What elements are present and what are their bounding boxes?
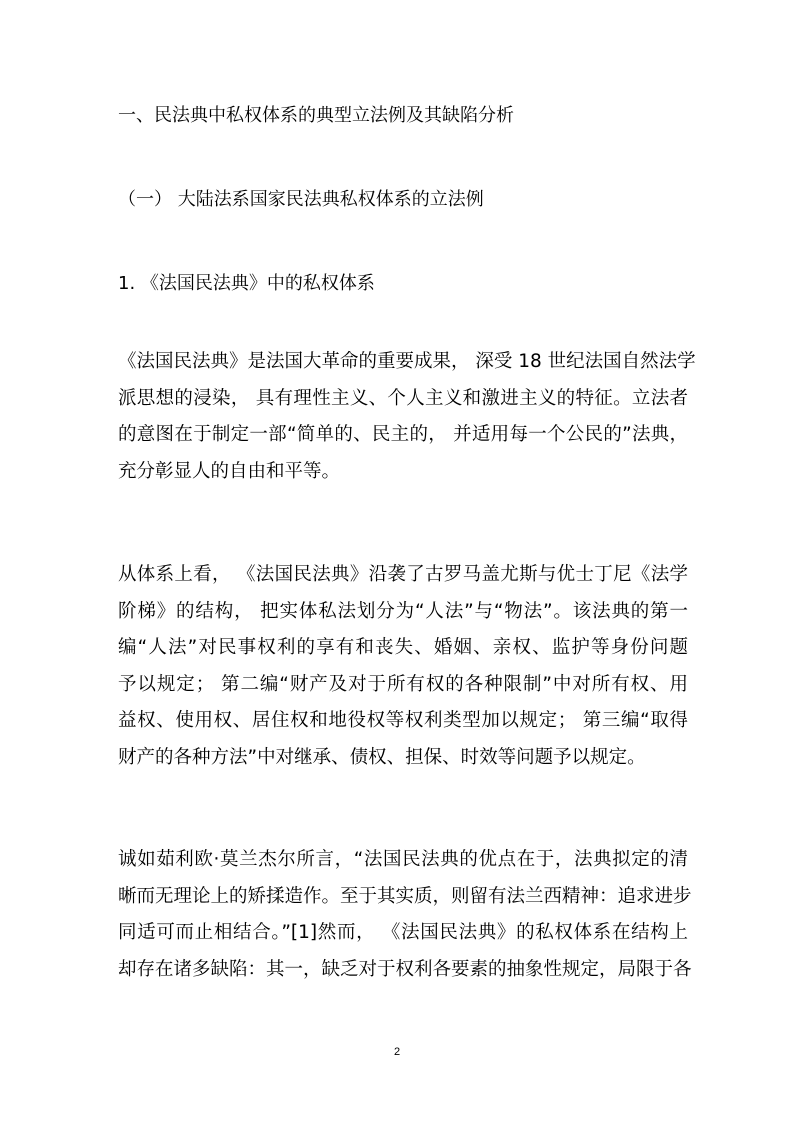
page-number: 2	[393, 1046, 401, 1058]
paragraph-line: 同适可而止相结合。”[1]然而， 《法国民法典》的私权体系在结构上	[118, 922, 688, 944]
section-heading: 一、民法典中私权体系的典型立法例及其缺陷分析	[118, 105, 514, 126]
paragraph-2	[118, 557, 688, 777]
paragraph-1	[118, 344, 696, 490]
paragraph-line: 派思想的浸染， 具有理性主义、个人主义和激进主义的特征。立法者	[118, 387, 688, 409]
subsection-heading: （一） 大陆法系国家民法典私权体系的立法例	[118, 189, 484, 210]
paragraph-line: 诚如茹利欧·莫兰杰尔所言，“法国民法典的优点在于，法典拟定的清	[118, 849, 688, 870]
subsubsection-heading: 1. 《法国民法典》中的私权体系	[118, 273, 375, 294]
paragraph-line: 晰而无理论上的矫揉造作。至于其实质，则留有法兰西精神：追求进步	[118, 885, 692, 907]
paragraph-3	[118, 842, 692, 988]
paragraph-line: 《法国民法典》是法国大革命的重要成果， 深受 18 世纪法国自然法学	[118, 351, 696, 372]
paragraph-line: 予以规定； 第二编“财产及对于所有权的各种限制”中对所有权、用	[118, 673, 688, 695]
paragraph-line: 益权、使用权、居住权和地役权等权利类型加以规定； 第三编“取得	[118, 710, 688, 732]
paragraph-line: 的意图在于制定一部“简单的、民主的， 并适用每一个公民的”法典，	[118, 424, 688, 446]
paragraph-line: 却存在诸多缺陷：其一，缺乏对于权利各要素的抽象性规定，局限于各	[118, 958, 692, 980]
paragraph-line: 充分彰显人的自由和平等。	[118, 460, 341, 482]
paragraph-line: 编“人法”对民事权利的享有和丧失、婚姻、亲权、监护等身份问题	[118, 637, 688, 659]
paragraph-line: 财产的各种方法”中对继承、债权、担保、时效等问题予以规定。	[118, 746, 646, 768]
paragraph-line: 阶梯》的结构， 把实体私法划分为“人法”与“物法”。该法典的第一	[118, 600, 688, 622]
paragraph-line: 从体系上看， 《法国民法典》沿袭了古罗马盖尤斯与优士丁尼《法学	[118, 564, 688, 585]
